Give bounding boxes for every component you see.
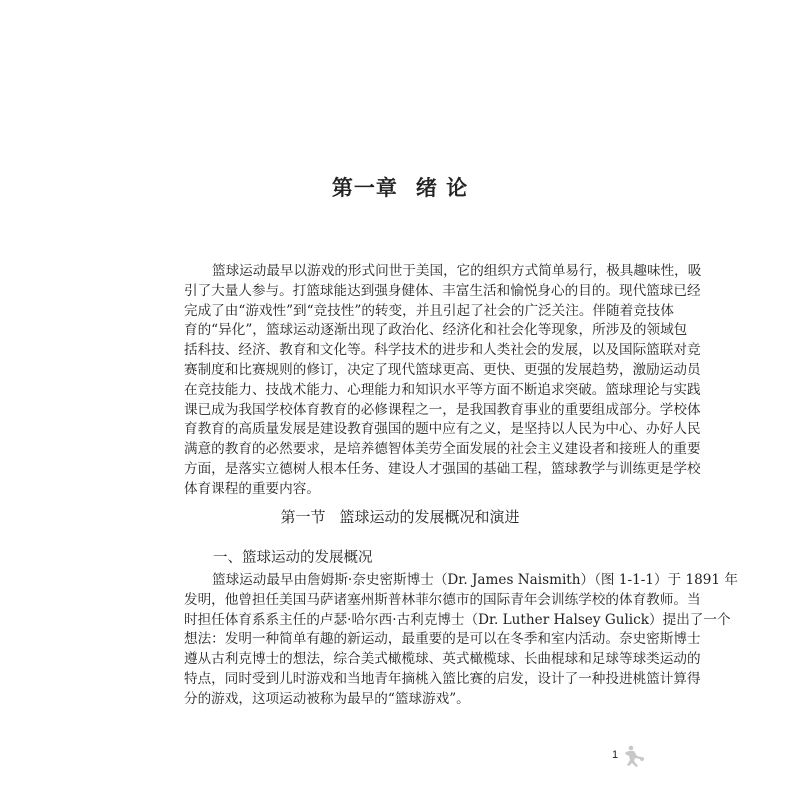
text-line: 想法：发明一种简单有趣的新运动，最重要的是可以在冬季和室内活动。奈史密斯博士: [184, 631, 701, 648]
chapter-title: [0, 172, 800, 202]
subsection-heading: 一、篮球运动的发展概况: [213, 550, 373, 566]
text-line: 遵从古利克博士的想法，综合美式橄榄球、英式橄榄球、长曲棍球和足球等球类运动的: [184, 651, 701, 668]
section-number: 第一节: [280, 508, 326, 526]
text-line: 括科技、经济、教育和文化等。科学技术的进步和人类社会的发展，以及国际篮联对竞: [184, 342, 701, 359]
chapter-name: 绪 论: [415, 175, 469, 200]
intro-paragraph: [184, 262, 702, 500]
text-line: 育的“异化”，篮球运动逐渐出现了政治化、经济化和社会化等现象，所涉及的领域包: [184, 322, 688, 339]
basketball-player-icon: [620, 744, 646, 770]
text-line: 引了大量人参与。打篮球能达到强身健体、丰富生活和愉悦身心的目的。现代篮球已经: [184, 282, 701, 299]
chapter-number: 第一章: [331, 175, 398, 200]
text-line: 特点，同时受到儿时游戏和当地青年摘桃入篮比赛的启发，设计了一种投进桃篮计算得: [184, 670, 701, 687]
text-line: 课已成为我国学校体育教育的必修课程之一，是我国教育事业的重要组成部分。学校体: [184, 401, 701, 418]
section-title: 篮球运动的发展概况和演进: [339, 508, 520, 526]
text-line: 分的游戏，这项运动被称为最早的“篮球游戏”。: [184, 690, 470, 707]
text-line: 时担任体育系系主任的卢瑟·哈尔西·古利克博士（Dr. Luther Halsey Gulick）提出了一个: [184, 611, 731, 628]
text-line: 发明，他曾担任美国马萨诸塞州斯普林菲尔德市的国际青年会训练学校的体育教师。当: [184, 591, 701, 608]
text-line: 育教育的高质量发展是建设教育强国的题中应有之义，是坚持以人民为中心、办好人民: [184, 421, 701, 438]
text-line: 在竞技能力、技战术能力、心理能力和知识水平等方面不断追求突破。篮球理论与实践: [184, 381, 701, 398]
section-heading: [0, 506, 800, 527]
text-line: 篮球运动最早以游戏的形式问世于美国，它的组织方式简单易行，极具趣味性，吸: [212, 263, 702, 279]
text-line: 篮球运动最早由詹姆斯·奈史密斯博士（Dr. James Naismith）（图 1-1-1）于 1891 年: [212, 572, 738, 588]
text-line: 完成了由“游戏性”到“竞技性”的转变，并且引起了社会的广泛关注。伴随着竞技体: [184, 302, 674, 319]
text-line: 赛制度和比赛规则的修订，决定了现代篮球更高、更快、更强的发展趋势，激励运动员: [184, 361, 701, 378]
text-line: 体育课程的重要内容。: [184, 480, 320, 497]
page-number: 1: [612, 749, 619, 761]
text-line: 方面，是落实立德树人根本任务、建设人才强国的基础工程，篮球教学与训练更是学校: [184, 460, 701, 477]
body-paragraph: [184, 571, 738, 710]
text-line: 满意的教育的必然要求，是培养德智体美劳全面发展的社会主义建设者和接班人的重要: [184, 441, 701, 458]
